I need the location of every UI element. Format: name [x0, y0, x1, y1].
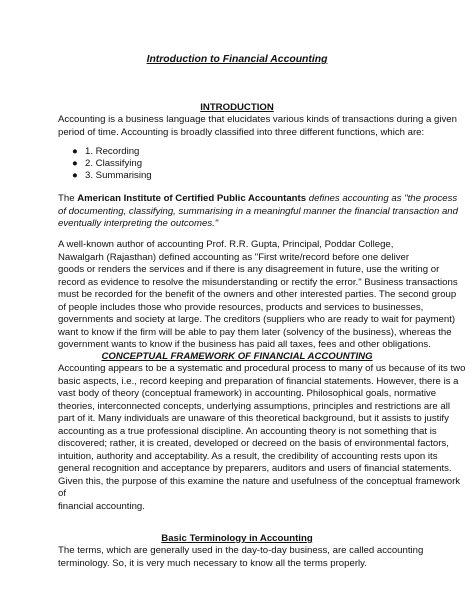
- paragraph-line: of: [58, 488, 67, 499]
- paragraph-line: intuition, authority and acceptability. As a result, the credibility of accounting rests upon its: [58, 450, 438, 462]
- introduction-paragraph: [58, 114, 457, 139]
- list-item-text: 1. Recording: [85, 146, 140, 157]
- paragraph-line: government wants to know if the business has paid all taxes, fees and other obligations.: [58, 339, 431, 350]
- list-item-text: 3. Summarising: [85, 170, 152, 182]
- bullet-icon: ●: [72, 170, 78, 182]
- accounting-functions-list: [72, 146, 152, 183]
- introduction-heading: INTRODUCTION: [200, 102, 274, 113]
- list-item: [72, 170, 152, 182]
- paragraph-line: want to know if the firm will be able to pay them later (solvency of the business), whereas the: [58, 326, 452, 338]
- list-item-text: 2. Classifying: [85, 158, 143, 170]
- paragraph-line: discovered; rather, it is created, developed or decreed on the basis of environmental factors,: [58, 438, 449, 449]
- paragraph-line: period of time. Accounting is broadly classified into three different functions, which are:: [58, 126, 425, 138]
- paragraph-line: Accounting is a business language that elucidates various kinds of transactions during a given: [58, 114, 457, 125]
- paragraph-line: eventually interpreting the outcomes.": [58, 218, 219, 229]
- paragraph-line: theories, interconnected concepts, underlying assumptions, principles and restrictions are all: [58, 400, 450, 412]
- paragraph-line: part of it. Many individuals are unaware of this theoretical background, but it assists to justify: [58, 413, 449, 424]
- basic-terminology-heading: Basic Terminology in Accounting: [161, 533, 313, 544]
- paragraph-line: accounting as a true professional discipline. An accounting theory is not something that is: [58, 425, 437, 437]
- paragraph-line: [58, 193, 458, 206]
- paragraph-line: The terms, which are generally used in the day-to-day business, are called accounting: [58, 545, 424, 556]
- conceptual-framework-heading: CONCEPTUAL FRAMEWORK OF FINANCIAL ACCOUNTING: [101, 351, 373, 362]
- paragraph-line: vast body of theory (conceptual framework) in accounting. Philosophical goals, normative: [58, 388, 437, 399]
- conceptual-framework-paragraph: [58, 363, 466, 513]
- list-item: [72, 158, 152, 170]
- paragraph-line: A well-known author of accounting Prof. R.R. Gupta, Principal, Poddar College,: [58, 239, 394, 250]
- paragraph-line: basic aspects, i.e., record keeping and preparation of financial statements. However, there is a: [58, 375, 459, 387]
- text-run: The: [58, 193, 78, 204]
- aicpa-organization-name: American Institute of Certified Public Accountants: [77, 193, 307, 204]
- paragraph-line: general recognition and acceptance by preparers, auditors and users of financial statements.: [58, 463, 452, 474]
- paragraph-line: of documenting, classifying, summarising in a meaningful manner the financial transaction and: [58, 205, 458, 217]
- paragraph-line: of people includes those who provide resources, products and services to businesses,: [58, 301, 424, 313]
- paragraph-line: financial accounting.: [58, 500, 145, 512]
- aicpa-definition-paragraph: [58, 193, 458, 231]
- paragraph-line: must be recorded for the benefit of the owners and other interested parties. The second group: [58, 289, 457, 300]
- paragraph-line: governments and society at large. The creditors (suppliers who are ready to wait for payment): [58, 314, 456, 325]
- paragraph-line: Nawalgarh (Rajasthan) defined accounting as "First write/record before one deliver: [58, 251, 410, 263]
- paragraph-line: terminology. So, it is very much necessary to know all the terms properly.: [58, 557, 367, 569]
- list-item: [72, 146, 152, 158]
- paragraph-line: goods or renders the services and if there is any disagreement in future, use the writing or: [58, 264, 440, 275]
- bullet-icon: ●: [72, 158, 78, 170]
- text-run: defines accounting as "the process: [306, 193, 458, 204]
- gupta-definition-paragraph: [58, 239, 458, 352]
- paragraph-line: record as evidence to resolve the misunderstanding or rectify the error." Business transactions: [58, 276, 458, 288]
- document-title: Introduction to Financial Accounting: [146, 54, 328, 65]
- paragraph-line: Given this, the purpose of this examine the nature and usefulness of the conceptual framework: [58, 475, 461, 487]
- paragraph-line: Accounting appears to be a systematic and procedural process to many of us because of its two: [58, 363, 466, 374]
- bullet-icon: ●: [72, 146, 78, 157]
- basic-terminology-paragraph: [58, 545, 424, 570]
